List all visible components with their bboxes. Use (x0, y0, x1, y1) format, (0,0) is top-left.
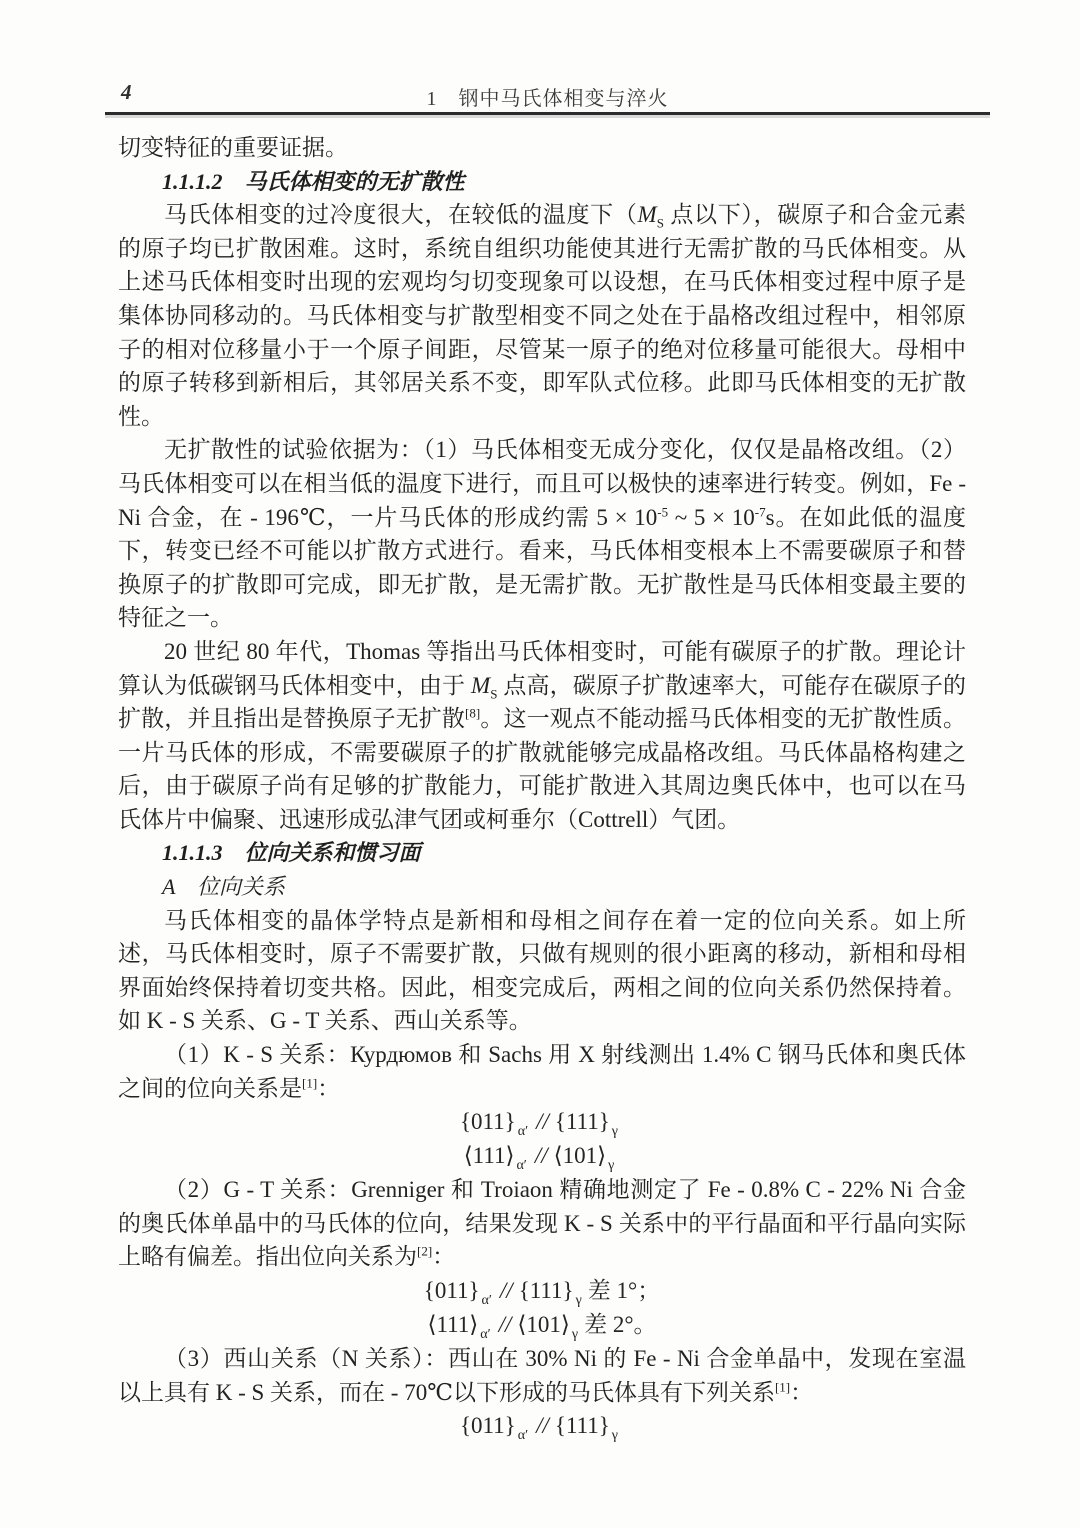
alpha-prime-subscript: α′ (517, 1123, 529, 1139)
paragraph-text: 马氏体相变的过冷度很大，在较低的温度下（ (164, 202, 638, 228)
reference-marker: [1] (774, 1378, 791, 1394)
orientation-formula (118, 1105, 966, 1139)
running-head: 1 钢中马氏体相变与淬火 (426, 88, 669, 110)
reference-marker: [1] (302, 1074, 318, 1090)
exponent: -7 (754, 503, 766, 519)
paragraph-text: ： (317, 1075, 341, 1101)
gamma-subscript: γ (575, 1292, 582, 1308)
paragraph-text: （3）西山关系（N 关系）：西山在 30% Ni 的 Fe - Ni 合金单晶中，发现在室温以上具有 K - S 关系，而在 - 70℃以下形成的马氏体具有下列关系 (118, 1346, 966, 1405)
formula-tail (620, 1109, 624, 1134)
parallel-symbol: // (536, 1109, 549, 1135)
paragraph (118, 433, 966, 635)
paragraph-continuation (118, 131, 966, 165)
formula-lhs: {011} (460, 1109, 516, 1135)
paragraph (118, 1342, 966, 1409)
section-heading-1113 (118, 836, 966, 870)
paragraph (118, 635, 966, 837)
orientation-formula (118, 1409, 966, 1443)
paragraph-text: 点高，碳原子扩散速率大，可能存在碳原子的扩散，并且指出是替换原子无扩散 (118, 672, 967, 732)
parallel-symbol: // (534, 1143, 548, 1169)
heading-text: 1.1.1.3 位向关系和惯习面 (162, 840, 421, 866)
reference-marker: [2] (417, 1243, 433, 1259)
formula-rhs: {111} (554, 1413, 610, 1439)
gamma-subscript: γ (571, 1326, 579, 1342)
paragraph-text: ： (432, 1244, 456, 1270)
paragraph (118, 1173, 966, 1274)
formula-lhs: ⟨111⟩ (463, 1143, 515, 1169)
alpha-prime-subscript: α′ (516, 1157, 527, 1173)
ms-subscript: S (656, 215, 664, 231)
page-number: 4 (121, 80, 132, 104)
alpha-prime-subscript: α′ (517, 1427, 529, 1443)
orientation-formula (118, 1308, 966, 1342)
reference-marker: [8] (465, 705, 481, 721)
formula-tail: 差 2°。 (584, 1312, 657, 1337)
ms-subscript: S (490, 686, 498, 702)
gamma-subscript: γ (608, 1157, 615, 1173)
gamma-subscript: γ (611, 1123, 618, 1139)
paragraph-text: 20 世纪 80 年代，Thomas 等指出马氏体相变时，可能有碳原子的扩散。理论计算认为低碳钢马氏体相变中，由于 (118, 638, 966, 698)
page-header (105, 80, 990, 108)
formula-lhs: {011} (460, 1413, 516, 1439)
formula-lhs: ⟨111⟩ (427, 1312, 479, 1337)
orientation-formula (118, 1139, 966, 1173)
paragraph-text: 点以下），碳原子和合金元素的原子均已扩散困难。这时，系统自组织功能使其进行无需扩散的马氏体相变。从上述马氏体相变时出现的宏观均匀切变现象可以设想，在马氏体相变过程中原子是集体协同移动的。马氏体相变与扩散型相变不同之处在于晶格改组过程中，相邻原子的相对位移量小于一个原子间距，尽管某一原子的绝对位移量可能很大。母相中的原子转移到新相后，其邻居关系不变，即军队式位移。此即马氏体相变的无扩散性。 (118, 202, 967, 429)
paragraph-text: ： (790, 1379, 814, 1405)
formula-tail (616, 1143, 620, 1168)
paragraph-text: 切变特征的重要证据。 (118, 135, 348, 160)
header-rule (105, 112, 990, 115)
formula-rhs: ⟨101⟩ (553, 1143, 607, 1169)
parallel-symbol: // (536, 1413, 549, 1439)
formula-rhs: {111} (554, 1109, 610, 1135)
paragraph-text: ~ 5 × 10 (668, 504, 755, 530)
parallel-symbol: // (499, 1278, 513, 1303)
exponent: -5 (657, 503, 669, 519)
gamma-subscript: γ (611, 1427, 618, 1443)
parallel-symbol: // (498, 1312, 512, 1337)
paragraph (118, 904, 966, 1038)
content-column (118, 131, 966, 1443)
ms-symbol: M (637, 202, 657, 228)
paragraph-text: 。这一观点不能动摇马氏体相变的无扩散性质。一片马氏体的形成，不需要碳原子的扩散就能够完成晶格改组。马氏体晶格构建之后，由于碳原子尚有足够的扩散能力，可能扩散进入其周边奥氏体中，也可以在马氏体片中偏聚、迅速形成弘津气团或柯垂尔（Cottrell）气团。 (118, 706, 967, 832)
formula-rhs: ⟨101⟩ (517, 1312, 570, 1337)
section-heading-1112 (118, 165, 966, 199)
paragraph-text: （1）K - S 关系：Курдюмов 和 Sachs 用 X 射线测出 1.4% C 钢马氏体和奥氏体之间的位向关系是 (118, 1042, 966, 1101)
formula-lhs: {011} (423, 1278, 480, 1303)
paragraph-text: （2）G - T 关系：Grenniger 和 Troiaon 精确地测定了 Fe - 0.8% C - 22% Ni 合金的奥氏体单晶中的马氏体的位向，结果发现 K - S 关系中的平行晶面和平行晶向实际上略有偏差。指出位向关系为 (118, 1177, 966, 1270)
paragraph (118, 1038, 966, 1105)
ms-symbol: M (471, 672, 491, 698)
alpha-prime-subscript: α′ (480, 1326, 491, 1342)
formula-rhs: {111} (518, 1278, 574, 1303)
formula-tail (620, 1413, 624, 1438)
heading-text: 1.1.1.2 马氏体相变的无扩散性 (162, 168, 465, 194)
heading-text: A 位向关系 (162, 874, 286, 900)
paragraph-text: s。在如此低的温度下，转变已经不可能以扩散方式进行。看来，马氏体相变根本上不需要碳原子和替换原子的扩散即可完成，即无扩散，是无需扩散。无扩散性是马氏体相变最主要的特征之一。 (118, 504, 967, 631)
sub-heading-a (118, 870, 966, 904)
alpha-prime-subscript: α′ (481, 1292, 492, 1308)
paragraph-text: 马氏体相变的晶体学特点是新相和母相之间存在着一定的位向关系。如上所述，马氏体相变时，原子不需要扩散，只做有规则的很小距离的移动，新相和母相界面始终保持着切变共格。因此，相变完成后，两相之间的位向关系仍然保持着。如 K - S 关系、G - T 关系、西山关系等。 (118, 907, 966, 1034)
formula-tail: 差 1°； (587, 1278, 661, 1303)
orientation-formula (118, 1274, 966, 1308)
paragraph (118, 198, 966, 433)
paragraph-text: 无扩散性的试验依据为：（1）马氏体相变无成分变化，仅仅是晶格改组。（2）马氏体相变可以在相当低的温度下进行，而且可以极快的速率进行转变。例如，Fe - Ni 合金，在 - 196℃，一片马氏体的形成约需 5 × 10 (118, 437, 966, 530)
